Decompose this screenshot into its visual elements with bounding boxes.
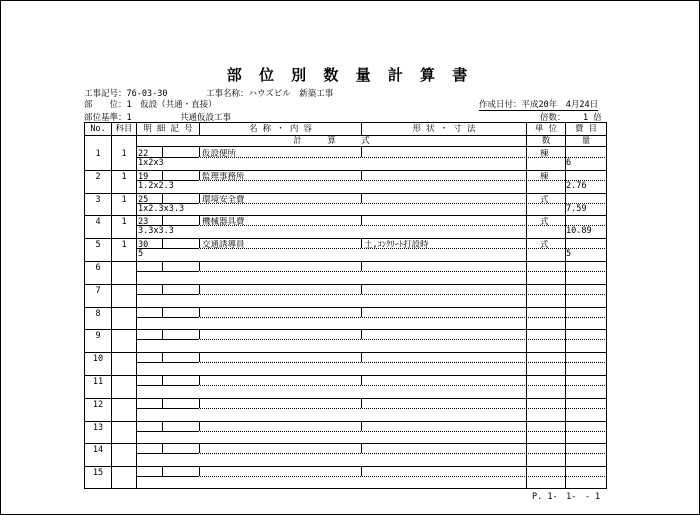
col-header-name: 名 称 ・ 内 容: [249, 124, 312, 134]
row-number: 8: [95, 309, 101, 319]
row-number: 15: [92, 468, 104, 478]
row-number: 10: [92, 354, 104, 364]
row-number: 11: [92, 377, 104, 387]
row-kamoku: 1: [121, 240, 127, 250]
row-unit: 棟: [540, 149, 549, 159]
row-code: 23: [138, 217, 149, 227]
row-code: 19: [138, 172, 149, 182]
row-number: 14: [92, 445, 104, 455]
row-formula: 5: [138, 249, 144, 259]
row-number: 13: [92, 423, 104, 433]
row-quantity: 10.89: [566, 226, 592, 236]
col-header-qty: 数: [541, 136, 551, 146]
row-shape: 土,ｺﾝｸﾘｰﾄ打設時: [364, 240, 429, 250]
col-header-unit: 単 位: [534, 124, 558, 134]
part-label: 部 位：: [84, 100, 127, 110]
created-date: 平成20年 4月24日: [521, 100, 599, 110]
created-date-label: 作成日付：: [479, 100, 522, 110]
row-unit: 式: [540, 240, 549, 250]
row-number: 9: [95, 331, 101, 341]
col-header-meisai: 明 細 記 号: [143, 124, 193, 134]
row-name: 機械器具費: [202, 217, 245, 227]
row-number: 12: [92, 400, 104, 410]
row-kamoku: 1: [121, 195, 127, 205]
page-number: P. 1- 1- - 1: [532, 492, 601, 502]
row-unit: 棟: [540, 172, 549, 182]
row-unit: 式: [540, 217, 549, 227]
row-number: 3: [95, 195, 101, 205]
row-quantity: 7.59: [566, 204, 587, 214]
row-number: 5: [95, 240, 101, 250]
multiplier-label: 倍数：: [540, 113, 566, 123]
row-number: 1: [95, 149, 101, 159]
col-header-kamoku: 科目: [115, 124, 133, 134]
document-title: 部 位 別 数 量 計 算 書: [226, 66, 474, 84]
row-name: 環境安全費: [202, 195, 245, 205]
row-formula: 3.3x3.3: [138, 226, 174, 236]
row-unit: 式: [540, 195, 549, 205]
row-code: 22: [138, 149, 149, 159]
row-name: 交通誘導員: [202, 240, 245, 250]
job-number: 76-03-30: [126, 89, 168, 99]
row-number: 7: [95, 286, 101, 296]
row-formula: 1x2x3: [138, 158, 164, 168]
row-quantity: 2.76: [566, 181, 587, 191]
row-kamoku: 1: [121, 217, 127, 227]
job-name-label: 工事名称：: [206, 89, 249, 99]
row-number: 2: [95, 172, 101, 182]
row-formula: 1x2.3x3.3: [138, 204, 185, 214]
row-name: 監理事務所: [202, 172, 245, 182]
row-code: 25: [138, 195, 149, 205]
col-header-cost: 費 目: [574, 124, 598, 134]
multiplier-value: 1 倍: [583, 113, 602, 123]
row-kamoku: 1: [121, 149, 127, 159]
row-quantity: 6: [566, 158, 572, 168]
col-header-no: No.: [90, 124, 106, 134]
row-kamoku: 1: [121, 172, 127, 182]
row-quantity: 5: [566, 249, 572, 259]
standard-label: 部位基準：: [84, 113, 127, 123]
row-formula: 1.2x2.3: [138, 181, 174, 191]
row-code: 30: [138, 240, 149, 250]
row-number: 4: [95, 217, 101, 227]
row-name: 仮設便所: [202, 149, 237, 159]
col-header-shape: 形 状 ・ 寸 法: [412, 124, 476, 134]
job-number-label: 工事記号：: [84, 89, 127, 99]
col-header-calc: 計 算 式: [293, 136, 370, 146]
standard-name: 共通仮設工事: [180, 113, 232, 123]
job-name: ハウズビル 新築工事: [248, 89, 334, 99]
col-header-amount: 量: [581, 136, 591, 146]
standard-number: 1: [126, 113, 132, 123]
part-value: 1 仮設（共通・直接）: [126, 100, 217, 110]
row-number: 6: [95, 263, 101, 273]
